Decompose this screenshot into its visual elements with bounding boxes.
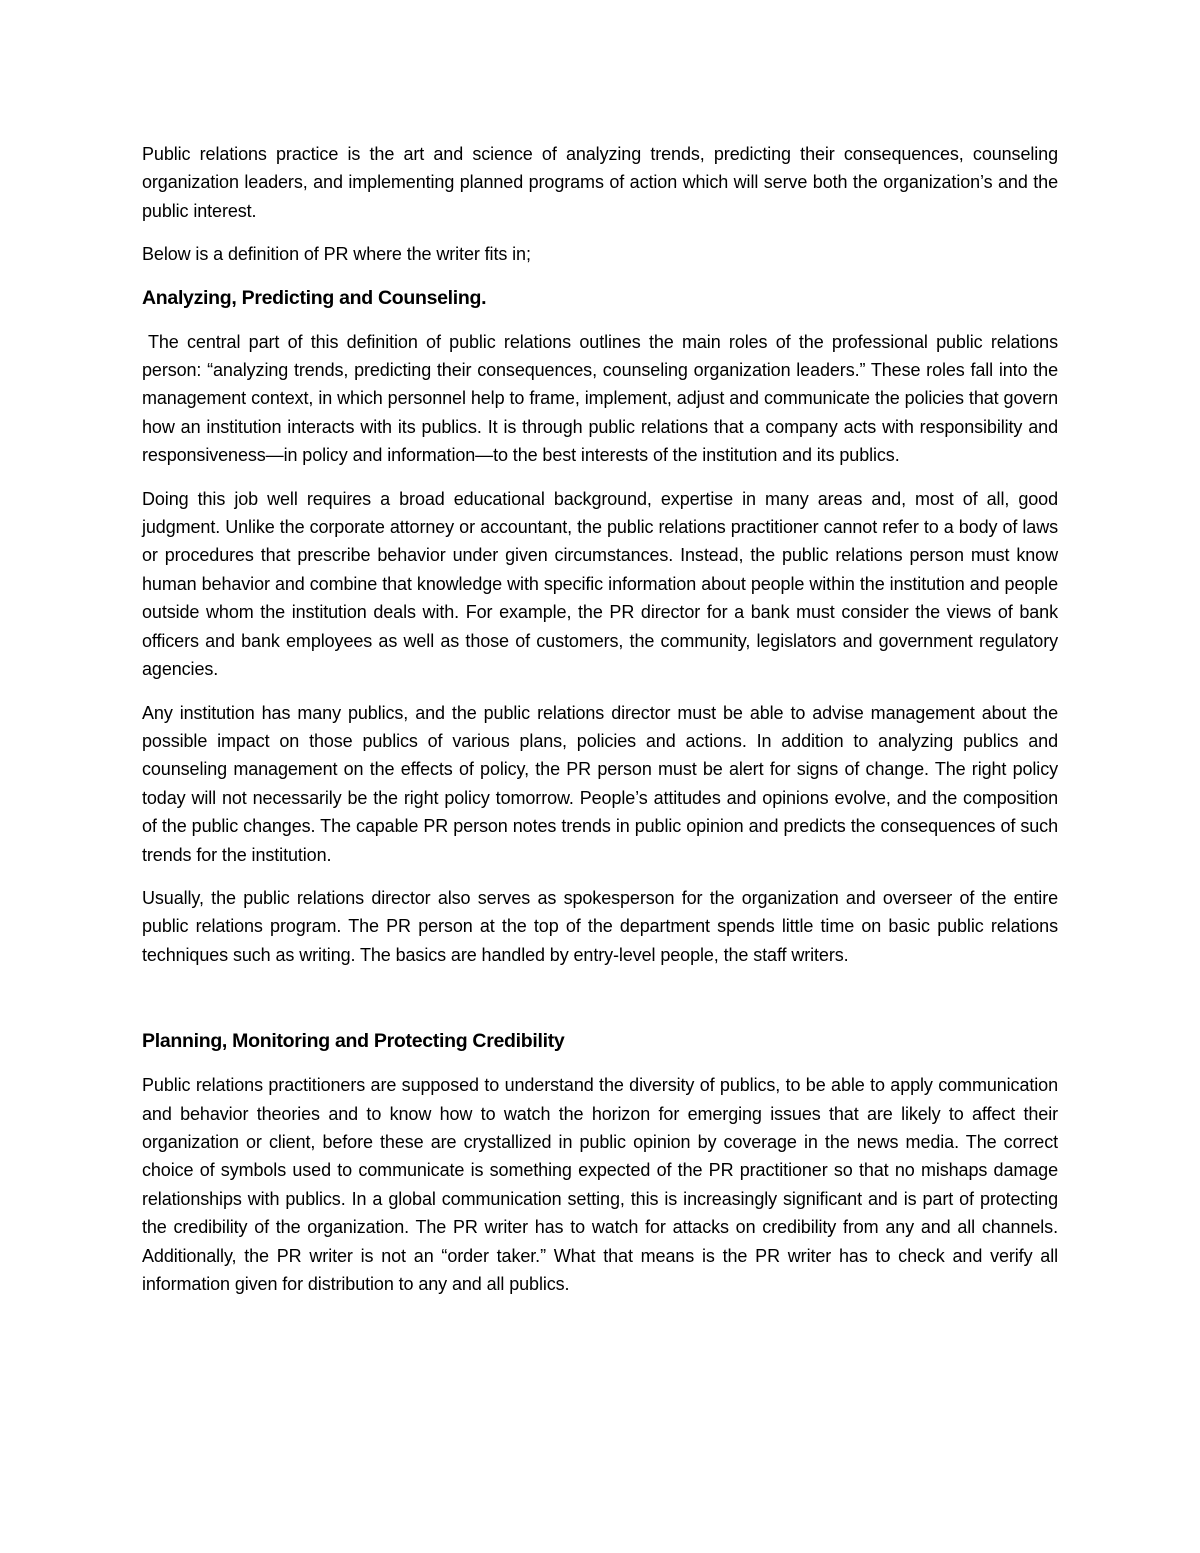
section1-paragraph-2: Doing this job well requires a broad educational background, expertise in many areas and, most of all, good judgment. Unlike the corporate attorney or accountant, the public relations practitioner cannot refer to a body of laws or procedures that prescribe behavior under given circumstances. Instead, the public relations person must know human behavior and combine that knowledge with specific information about people within the institution and people outside whom the institution deals with. For example, the PR director for a bank must consider the views of bank officers and bank employees as well as those of customers, the community, legislators and government regulatory agencies. (142, 488, 1058, 680)
section1-paragraph-1: The central part of this definition of public relations outlines the main roles of the professional public relations person: “analyzing trends, predicting their consequences, counseling organization leaders.” These roles fall into the management context, in which personnel help to frame, implement, adjust and communicate the policies that govern how an institution interacts with its publics. It is through public relations that a company acts with responsibility and responsiveness—in policy and information—to the best interests of the institution and its publics. (142, 331, 1058, 466)
section-heading-planning: Planning, Monitoring and Protecting Credibility (142, 1030, 565, 1053)
section-spacer (142, 984, 1058, 1027)
section1-paragraph-3: Any institution has many publics, and the public relations director must be able to advise management about the possible impact on those publics of various plans, policies and actions. In addition to analyzing publics and counseling management on the effects of policy, the PR person must be alert for signs of change. The right policy today will not necessarily be the right policy tomorrow. People’s attitudes and opinions evolve, and the composition of the public changes. The capable PR person notes trends in public opinion and predicts the consequences of such trends for the institution. (142, 702, 1058, 865)
section2-paragraph-1: Public relations practitioners are supposed to understand the diversity of publics, to be able to apply communication and behavior theories and to know how to watch the horizon for emerging issues that are likely to affect their organization or client, before these are crystallized in public opinion by coverage in the news media. The correct choice of symbols used to communicate is something expected of the PR practitioner so that no mishaps damage relationships with publics. In a global communication setting, this is increasingly significant and is part of protecting the credibility of the organization. The PR writer has to watch for attacks on credibility from any and all channels. Additionally, the PR writer is not an “order taker.” What that means is the PR writer has to check and verify all information given for distribution to any and all publics. (142, 1075, 1058, 1294)
section1-paragraph-4: Usually, the public relations director also serves as spokesperson for the organization and overseer of the entire public relations program. The PR person at the top of the department spends little time on basic public relations techniques such as writing. The basics are handled by entry-level people, the staff writers. (142, 887, 1058, 965)
document-page (142, 140, 1058, 1313)
section-heading-analyzing: Analyzing, Predicting and Counseling. (142, 286, 487, 309)
definition-line: Below is a definition of PR where the writer fits in; (142, 244, 531, 265)
intro-paragraph: Public relations practice is the art and science of analyzing trends, predicting their consequences, counseling organization leaders, and implementing planned programs of action which will serve both the organization’s and the public interest. (142, 144, 1058, 221)
